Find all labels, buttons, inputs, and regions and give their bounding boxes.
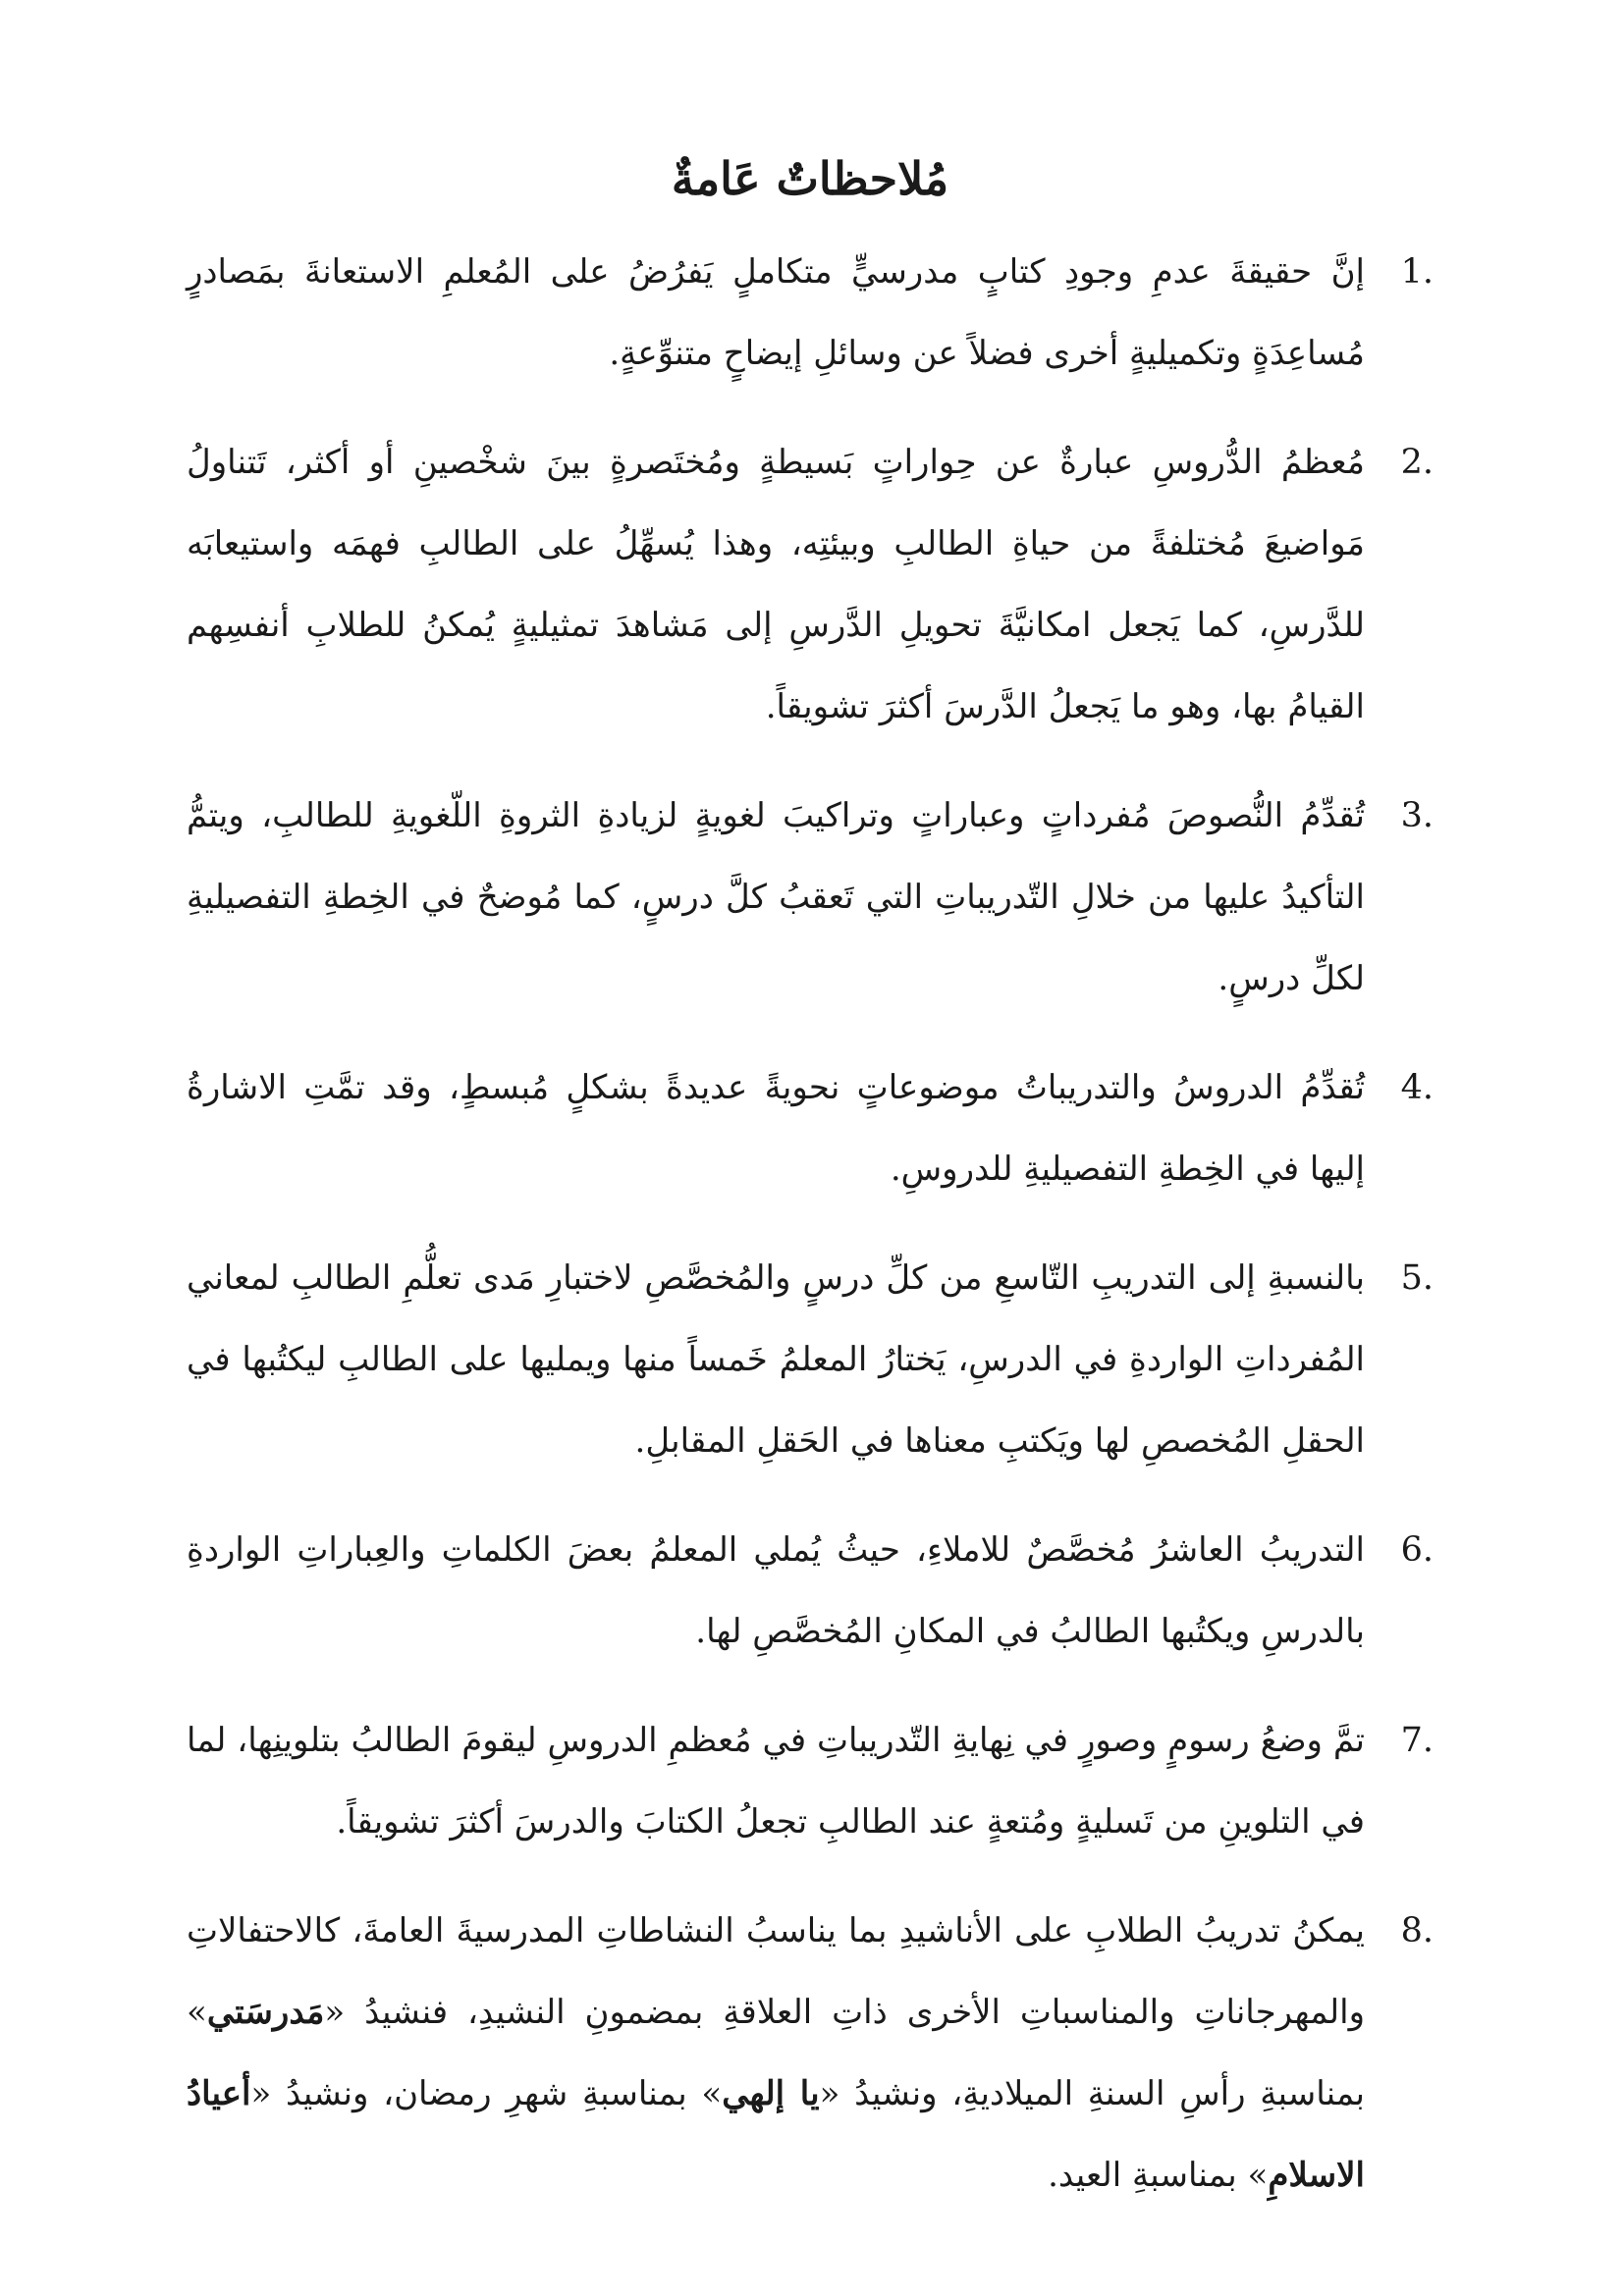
note-item-4 — [187, 1047, 1434, 1210]
page-title: مُلاحظاتٌ عَامةٌ — [671, 152, 949, 205]
note-item-5 — [187, 1238, 1434, 1482]
document-page — [187, 147, 1434, 2244]
anthem-title-ya-ilahi: يا إلهي — [722, 2074, 820, 2114]
note-item-8 — [187, 1891, 1434, 2216]
note-number: 7. — [1400, 1721, 1434, 1761]
note-text: مُعظمُ الدُّروسِ عبارةٌ عن حِواراتٍ بَسيطةٍ ومُختَصرةٍ بينَ شخْصينِ أو أكثر، تَتناولُ مَواضيعَ مُختلفةً من حياةِ الطالبِ وبيئتِه، وهذا يُسهِّلُ على الطالبِ فهمَه واستيعابَه للدَّرسِ، كما يَجعل امكانيَّةَ تحويلِ الدَّرسِ إلى مَشاهدَ تمثيليةٍ يُمكنُ للطلابِ أنفسِهم القيامُ بها، وهو ما يَجعلُ الدَّرسَ أكثرَ تشويقاً. — [187, 443, 1365, 727]
note-item-7 — [187, 1700, 1434, 1863]
note-text: تمَّ وضعُ رسومٍ وصورٍ في نِهايةِ التّدريباتِ في مُعظمِ الدروسِ ليقومَ الطالبُ بتلوينِها، لما في التلوينِ من تَسليةٍ ومُتعةٍ عند الطالبِ تجعلُ الكتابَ والدرسَ أكثرَ تشويقاً. — [187, 1721, 1365, 1842]
anthem-title-madrasati: مَدرسَتي — [206, 1993, 325, 2033]
note-text-part: » بمناسبةِ العيد. — [1048, 2156, 1269, 2196]
notes-list — [187, 232, 1434, 2216]
note-number: 1. — [1400, 252, 1434, 293]
note-text-part: » بمناسبةِ شهرِ رمضان، ونشيدُ « — [250, 2074, 723, 2114]
note-text: تُقدِّمُ النُّصوصَ مُفرداتٍ وعباراتٍ وتراكيبَ لغويةٍ لزيادةِ الثروةِ اللّغويةِ للطالبِ، ويتمُّ التأكيدُ عليها من خلالِ التّدريباتِ التي تَعقبُ كلَّ درسٍ، كما مُوضحٌ في الخِطةِ التفصيليةِ لكلِّ درسٍ. — [187, 796, 1365, 999]
note-text-part: يمكنُ تدريبُ الطلابِ على الأناشيدِ بما يناسبُ النشاطاتِ المدرسيةَ العامةَ، كالاحتفالاتِ والمهرجاناتِ والمناسباتِ الأخرى ذاتِ العلاقةِ بمضمونِ النشيدِ، فنشيدُ « — [187, 1911, 1365, 2033]
note-text: تُقدِّمُ الدروسُ والتدريباتُ موضوعاتٍ نحويةً عديدةً بشكلٍ مُبسطٍ، وقد تمَّتِ الاشارةُ إليها في الخِطةِ التفصيليةِ للدروسِ. — [187, 1068, 1365, 1190]
note-item-2 — [187, 422, 1434, 748]
note-number: 5. — [1400, 1258, 1434, 1299]
anthem-title-aayad-al-islam: أعيادُ الاسلامِ — [187, 2074, 1365, 2196]
note-number: 2. — [1400, 443, 1434, 483]
note-text: بالنسبةِ إلى التدريبِ التّاسعِ من كلِّ درسٍ والمُخصَّصِ لاختبارِ مَدى تعلُّمِ الطالبِ لمعاني المُفرداتِ الواردةِ في الدرسِ، يَختارُ المعلمُ خَمساً منها ويمليها على الطالبِ ليكتُبها في الحقلِ المُخصصِ لها ويَكتبِ معناها في الحَقلِ المقابلِ. — [187, 1258, 1365, 1462]
note-text: إنَّ حقيقةَ عدمِ وجودِ كتابٍ مدرسيٍّ متكاملٍ يَفرُضُ على المُعلمِ الاستعانةَ بمَصادرٍ مُساعِدَةٍ وتكميليةٍ أخرى فضلاً عن وسائلِ إيضاحٍ متنوِّعةٍ. — [187, 252, 1365, 374]
note-item-1 — [187, 232, 1434, 395]
note-item-6 — [187, 1510, 1434, 1673]
note-text-part: » بمناسبةِ رأسِ السنةِ الميلاديةِ، ونشيدُ « — [187, 1993, 1365, 2114]
note-text: التدريبُ العاشرُ مُخصَّصٌ للاملاءِ، حيثُ يُملي المعلمُ بعضَ الكلماتِ والعِباراتِ الواردةِ بالدرسِ ويكتُبها الطالبُ في المكانِ المُخصَّصِ لها. — [187, 1530, 1365, 1652]
note-text — [187, 1891, 1365, 2216]
note-number: 4. — [1400, 1068, 1434, 1108]
note-number: 3. — [1400, 796, 1434, 836]
note-number: 6. — [1400, 1530, 1434, 1571]
note-number: 8. — [1400, 1911, 1434, 1951]
note-item-3 — [187, 775, 1434, 1020]
